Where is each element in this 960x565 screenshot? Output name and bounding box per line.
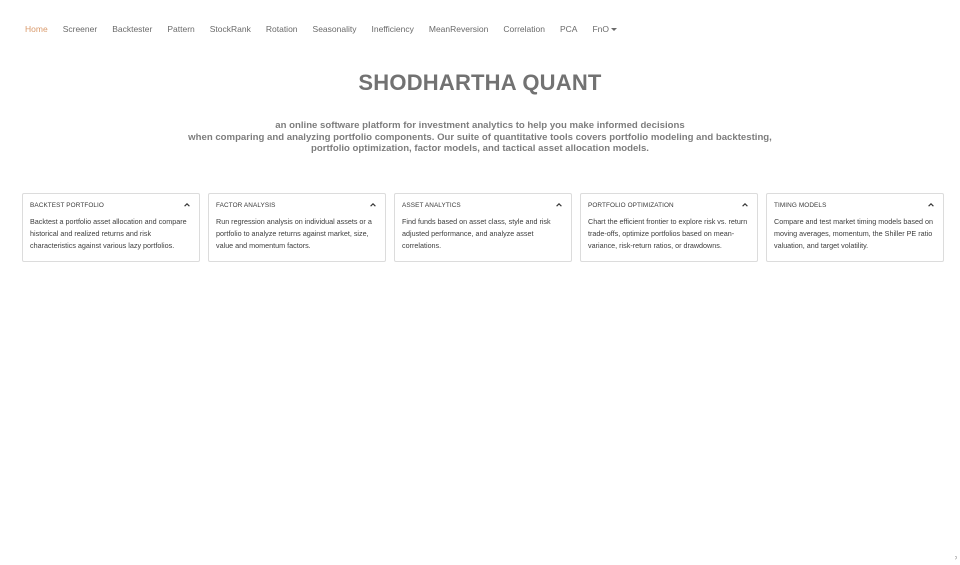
- chevron-up-icon[interactable]: [369, 201, 377, 209]
- top-nav: [18, 22, 942, 36]
- card-header[interactable]: [395, 194, 571, 216]
- page-subtitle: [130, 120, 830, 155]
- card-description: Chart the efficient frontier to explore risk vs. return trade-offs, optimize portfolios based on mean-variance, risk-return ratios, or drawdowns.: [588, 217, 748, 251]
- nav-inefficiency[interactable]: Inefficiency: [371, 24, 414, 34]
- subtitle-line-1: an online software platform for investment analytics to help you make informed decisions: [275, 120, 685, 131]
- card-header[interactable]: [23, 194, 199, 216]
- card-title: TIMING MODELS: [774, 201, 827, 209]
- nav-home[interactable]: Home: [25, 24, 48, 34]
- card-title: FACTOR ANALYSIS: [216, 201, 276, 209]
- nav-seasonality[interactable]: Seasonality: [312, 24, 357, 34]
- nav-pattern[interactable]: Pattern: [167, 24, 195, 34]
- card-header[interactable]: [581, 194, 757, 216]
- nav-screener[interactable]: Screener: [62, 24, 98, 34]
- card-portfolio-optimization: [580, 193, 758, 262]
- page-title: SHODHARTHA QUANT: [358, 70, 602, 95]
- card-description: Find funds based on asset class, style and risk adjusted performance, and analyze asset correlations.: [402, 217, 551, 251]
- corner-mark: ˀ: [954, 557, 957, 563]
- subtitle-line-3: portfolio optimization, factor models, and tactical asset allocation models.: [311, 143, 649, 154]
- card-title: BACKTEST PORTFOLIO: [30, 201, 105, 209]
- subtitle-line-2: when comparing and analyzing portfolio components. Our suite of quantitative tools covers portfolio modeling and backtesting,: [188, 131, 772, 143]
- nav-meanreversion[interactable]: MeanReversion: [428, 24, 489, 34]
- caret-down-icon: [611, 28, 617, 31]
- nav-fno-dropdown[interactable]: [592, 23, 617, 35]
- card-title: PORTFOLIO OPTIMIZATION: [588, 201, 674, 209]
- chevron-up-icon[interactable]: [927, 201, 935, 209]
- nav-rotation[interactable]: Rotation: [265, 24, 298, 34]
- card-backtest-portfolio: [22, 193, 200, 262]
- nav-correlation[interactable]: Correlation: [503, 24, 545, 34]
- chevron-up-icon[interactable]: [183, 201, 191, 209]
- nav-stockrank[interactable]: StockRank: [209, 24, 251, 34]
- card-factor-analysis: [208, 193, 386, 262]
- card-header[interactable]: [209, 194, 385, 216]
- card-description: Compare and test market timing models based on moving averages, momentum, the Shiller PE ratio valuation, and target volatility.: [774, 217, 934, 251]
- card-title: ASSET ANALYTICS: [402, 201, 461, 209]
- card-asset-analytics: [394, 193, 572, 262]
- card-description: Run regression analysis on individual assets or a portfolio to analyze returns against market, size, value and momentum factors.: [216, 217, 372, 251]
- chevron-up-icon[interactable]: [555, 201, 563, 209]
- nav-pca[interactable]: PCA: [559, 24, 578, 34]
- nav-fno-label: FnO: [592, 24, 609, 34]
- card-timing-models: [766, 193, 944, 262]
- nav-backtester[interactable]: Backtester: [112, 24, 153, 34]
- feature-cards: [22, 193, 944, 262]
- card-description: Backtest a portfolio asset allocation and compare historical and realized returns and risk characteristics against various lazy portfolios.: [30, 217, 187, 251]
- card-header[interactable]: [767, 194, 943, 216]
- chevron-up-icon[interactable]: [741, 201, 749, 209]
